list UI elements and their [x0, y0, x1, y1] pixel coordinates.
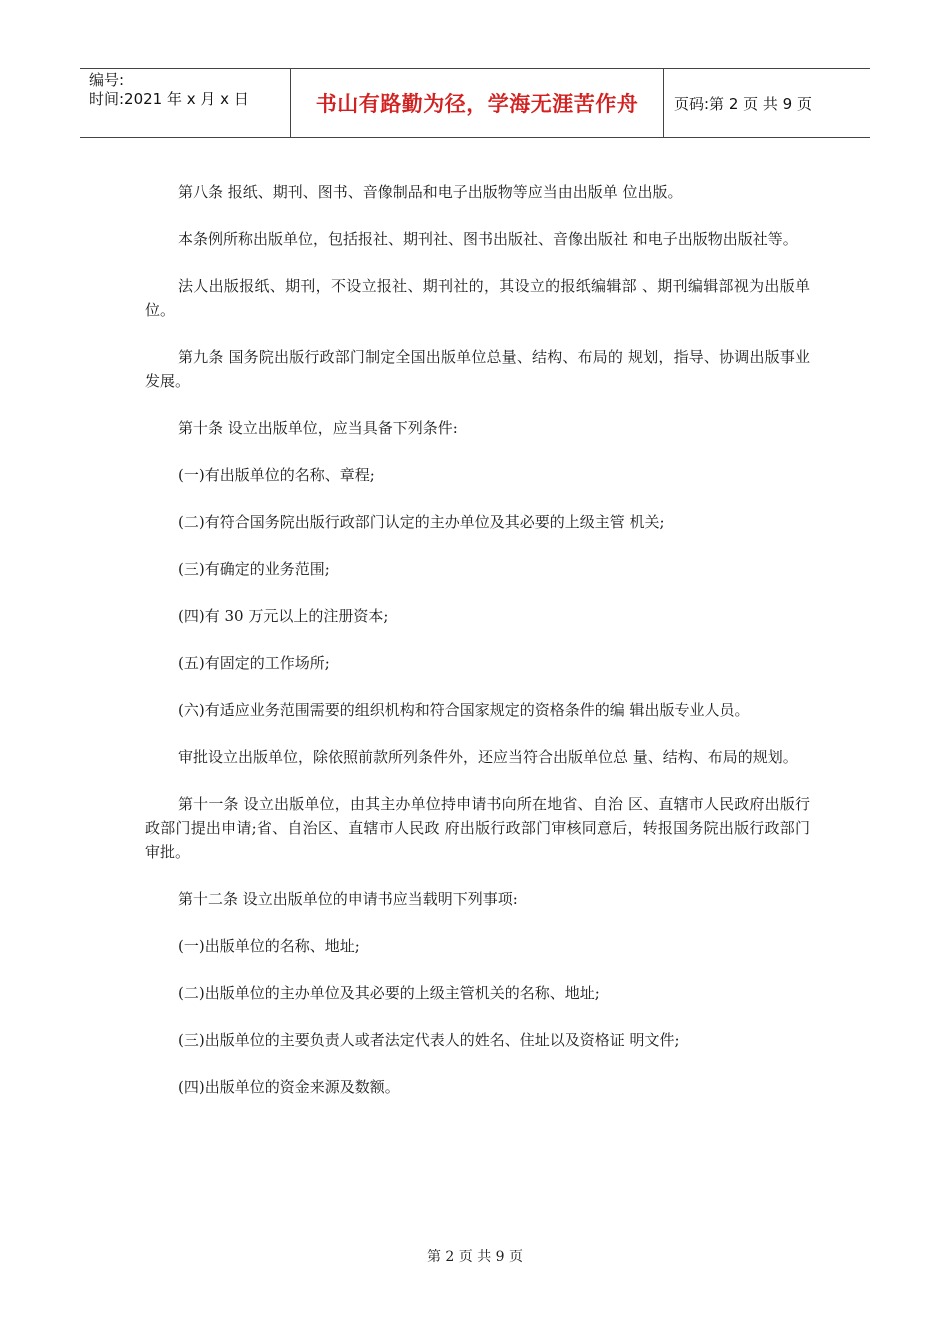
- list-item: (六)有适应业务范围需要的组织机构和符合国家规定的资格条件的编 辑出版专业人员。: [178, 701, 750, 719]
- list-item: (一)出版单位的名称、地址;: [178, 937, 360, 955]
- paragraph: 第八条 报纸、期刊、图书、音像制品和电子出版物等应当由出版单 位出版。: [178, 183, 683, 201]
- document-number-label: 编号:: [89, 71, 125, 89]
- paragraph: 第九条 国务院出版行政部门制定全国出版单位总量、结构、布局的 规划，指导、协调出版事业发展。: [145, 348, 810, 390]
- header-page-number: 页码:第 2 页 共 9 页: [674, 94, 812, 113]
- page-header: [80, 68, 870, 138]
- paragraph: 法人出版报纸、期刊，不设立报社、期刊社的，其设立的报纸编辑部 、期刊编辑部视为出版单位。: [145, 277, 810, 319]
- document-time-label: 时间:2021 年 x 月 x 日: [89, 90, 249, 108]
- paragraph: 本条例所称出版单位，包括报社、期刊社、图书出版社、音像出版社 和电子出版物出版社等。: [178, 230, 798, 248]
- list-item: (五)有固定的工作场所;: [178, 654, 330, 672]
- paragraph: 第十条 设立出版单位，应当具备下列条件:: [178, 419, 458, 437]
- page-footer: 第 2 页 共 9 页: [426, 1249, 524, 1265]
- list-item: (三)有确定的业务范围;: [178, 560, 330, 578]
- header-meta: [80, 69, 291, 137]
- list-item: (二)有符合国务院出版行政部门认定的主办单位及其必要的上级主管 机关;: [178, 513, 665, 531]
- paragraph: 第十一条 设立出版单位，由其主办单位持申请书向所在地省、自治 区、直辖市人民政府出版行政部门提出申请;省、自治区、直辖市人民政 府出版行政部门审核同意后，转报国务院出版行政部门审批。: [145, 795, 810, 861]
- list-item: (二)出版单位的主办单位及其必要的上级主管机关的名称、地址;: [178, 984, 600, 1002]
- document-body: [145, 180, 810, 1122]
- header-motto: 书山有路勤为径，学海无涯苦作舟: [291, 69, 664, 137]
- list-item: (一)有出版单位的名称、章程;: [178, 466, 375, 484]
- list-item: (四)有 30 万元以上的注册资本;: [178, 607, 389, 625]
- list-item: (四)出版单位的资金来源及数额。: [178, 1078, 400, 1096]
- paragraph: 第十二条 设立出版单位的申请书应当载明下列事项:: [178, 890, 518, 908]
- list-item: (三)出版单位的主要负责人或者法定代表人的姓名、住址以及资格证 明文件;: [178, 1031, 680, 1049]
- paragraph: 审批设立出版单位，除依照前款所列条件外，还应当符合出版单位总 量、结构、布局的规划。: [178, 748, 798, 766]
